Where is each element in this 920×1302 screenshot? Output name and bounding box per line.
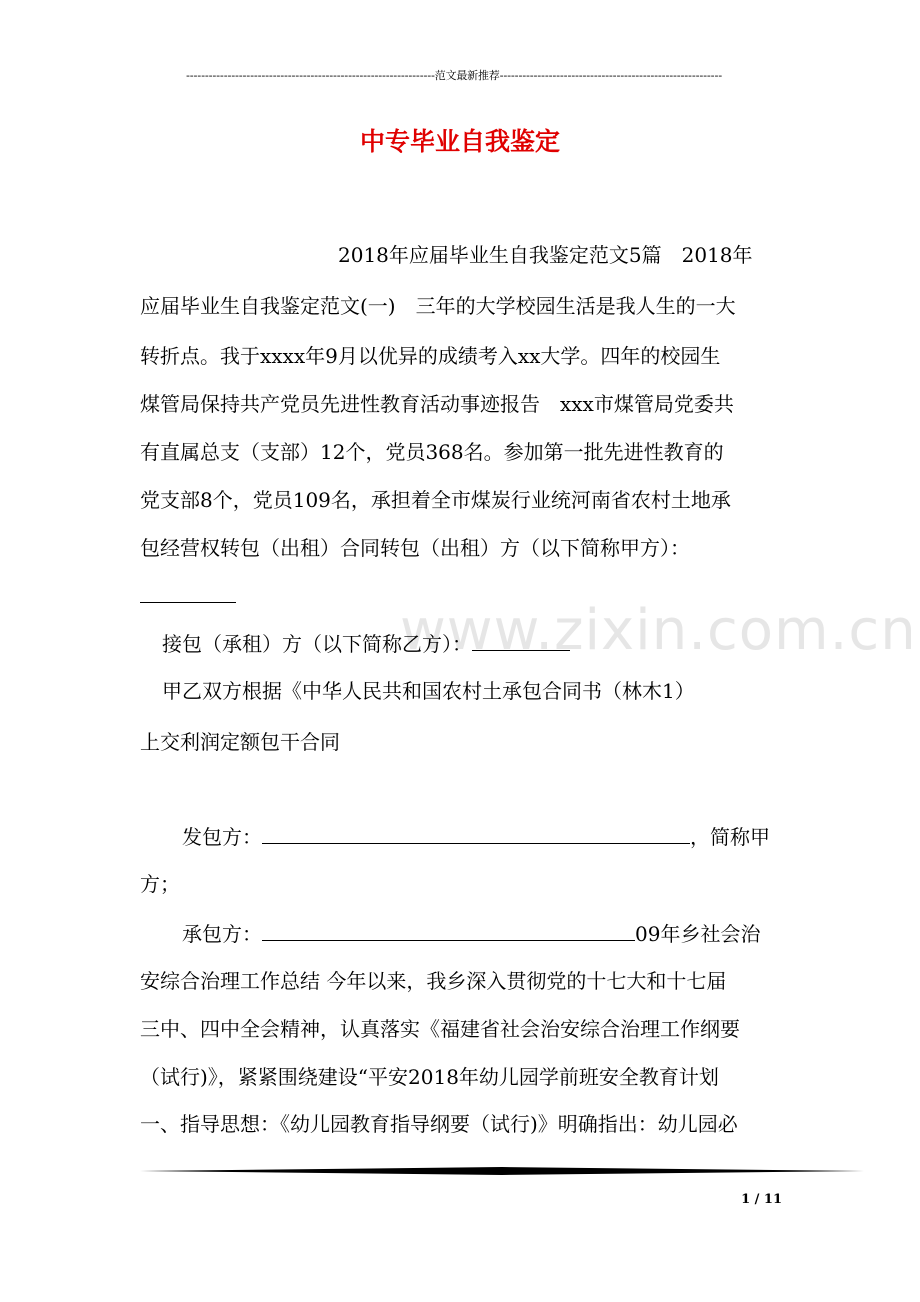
issuer-line bbox=[182, 821, 770, 852]
body-line-2: 应届毕业生自我鉴定范文(一) 三年的大学校园生活是我人生的一大 bbox=[140, 294, 736, 318]
body-line-3: 转折点。我于xxxx年9月以优异的成绩考入xx大学。四年的校园生 bbox=[140, 344, 721, 368]
party-b-label: 接包（承租）方（以下简称乙方）： bbox=[162, 632, 472, 656]
body-line-6: 党支部8个，党员109名，承担着全市煤炭行业统河南省农村土地承 bbox=[140, 488, 731, 512]
party-b-blank bbox=[472, 628, 570, 651]
blank-line-party-a bbox=[140, 580, 236, 611]
page-number: 1 / 11 bbox=[741, 1192, 782, 1207]
body-line-18: 一、指导思想：《幼儿园教育指导纲要（试行)》明确指出：幼儿园必 bbox=[140, 1112, 738, 1136]
body-line-17: （试行)》，紧紧围绕建设“平安2018年幼儿园学前班安全教育计划 bbox=[140, 1065, 719, 1089]
page-header bbox=[140, 68, 768, 84]
body-line-7: 包经营权转包（出租）合同转包（出租）方（以下简称甲方）： bbox=[140, 536, 690, 560]
body-line-5: 有直属总支（支部）12个，党员368名。参加第一批先进性教育的 bbox=[140, 440, 724, 464]
contractor-line bbox=[182, 918, 760, 949]
footer-rule bbox=[140, 1166, 864, 1176]
body-line-10: 上交利润定额包干合同 bbox=[140, 730, 340, 754]
contractor-blank bbox=[262, 918, 635, 941]
header-right-dashes: ----------------------------------------------------------- bbox=[499, 69, 722, 82]
document-title: 中专毕业自我鉴定 bbox=[359, 127, 560, 156]
body-line-1: 2018年应届毕业生自我鉴定范文5篇 2018年 bbox=[338, 243, 753, 267]
body-line-15: 安综合治理工作总结 今年以来，我乡深入贯彻党的十七大和十七届 bbox=[140, 969, 727, 993]
body-line-4: 煤管局保持共产党员先进性教育活动事迹报告 xxx市煤管局党委共 bbox=[140, 392, 734, 416]
blank-underline bbox=[140, 580, 236, 603]
issuer-blank bbox=[262, 821, 690, 844]
body-line-12: 方； bbox=[140, 872, 180, 896]
body-line-9: 甲乙双方根据《中华人民共和国农村土承包合同书（林木1） bbox=[162, 679, 695, 703]
watermark-text: www.zixin.com.cn bbox=[400, 598, 917, 663]
header-left-dashes: ------------------------------------------------------------------ bbox=[186, 69, 435, 82]
body-line-16: 三中、四中全会精神，认真落实《福建省社会治安综合治理工作纲要 bbox=[140, 1017, 740, 1041]
body-line-8 bbox=[162, 628, 570, 659]
issuer-label: 发包方： bbox=[182, 825, 262, 849]
issuer-suffix: ，简称甲 bbox=[690, 825, 770, 849]
contractor-label: 承包方： bbox=[182, 922, 262, 946]
header-label: 范文最新推荐 bbox=[434, 69, 500, 82]
contractor-suffix: 09年乡社会治 bbox=[635, 922, 761, 946]
